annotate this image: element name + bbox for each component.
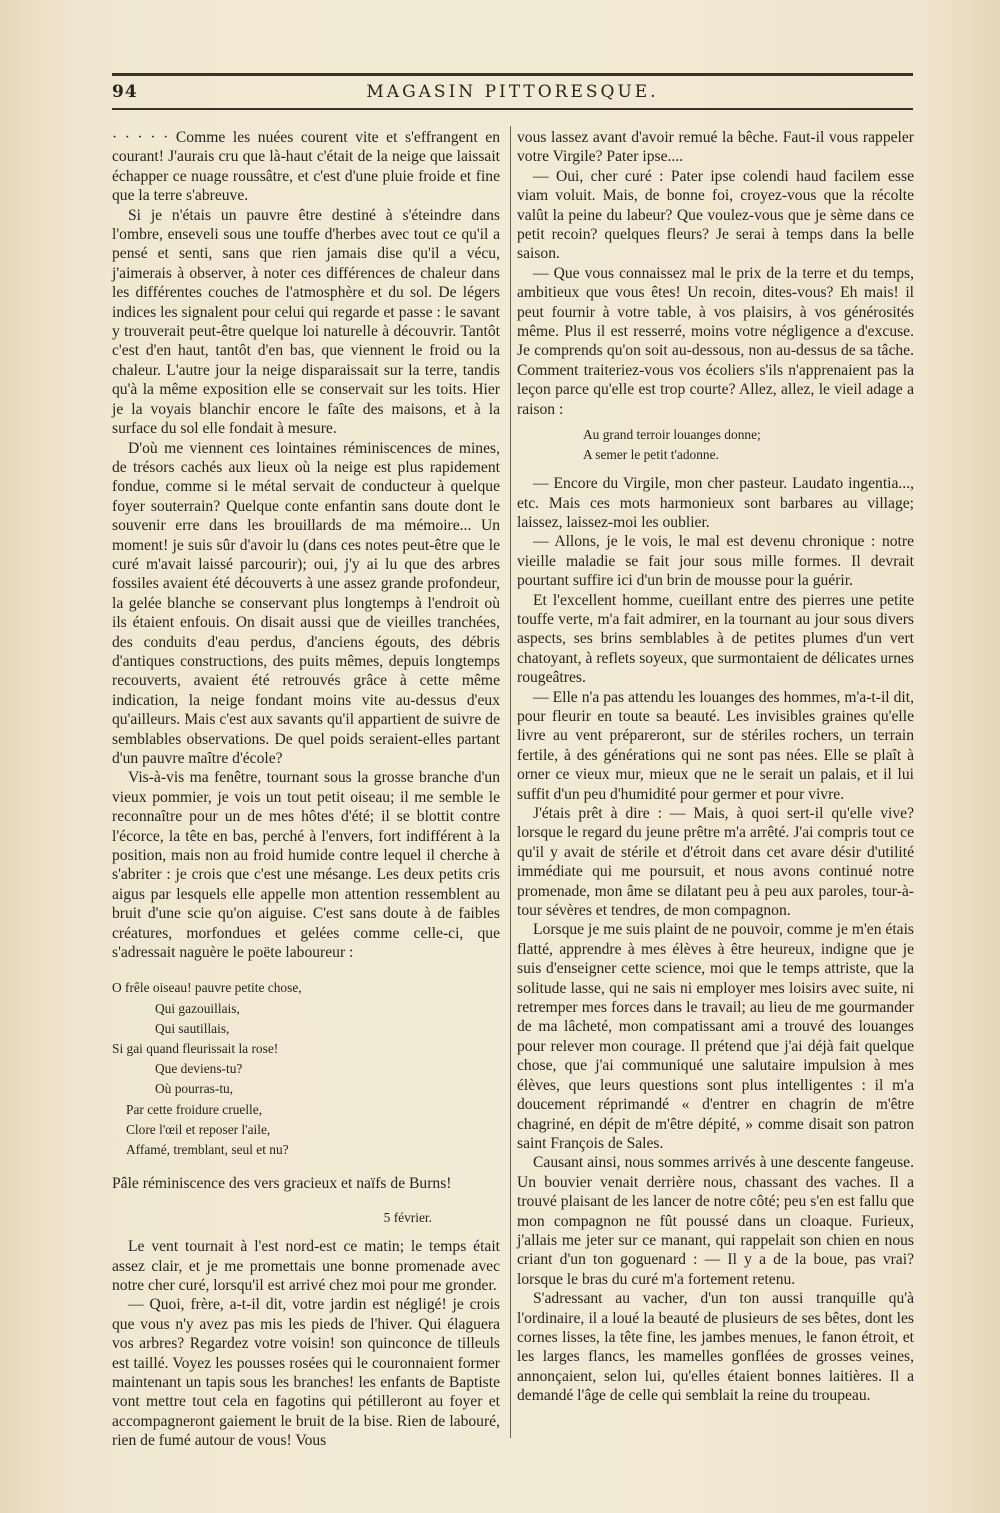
poem-line: Par cette froidure cruelle, [126,1101,263,1117]
paragraph: Le vent tournait à l'est nord-est ce matin; le temps était assez clair, et je me promettais une bonne promenade avec notre cher curé, lorsqu'il est arrivé chez moi pour me gronder. [112,1238,500,1294]
paragraph: D'où me viennent ces lointaines réminiscences de mines, de trésors cachés aux lieux où la neige est plus rapidement fondue, comme si le métal servait de conducteur à quelque foyer souterrain? Quelque conte enfantin sans doute dont le souvenir erre dans les brouillards de ma mémoire... Un moment! je suis sûr d'avoir lu (dans ces notes peut-être que le curé m'avait laissé parcourir); oui, j'y ai lu que des arbres fossiles avaient été découverts à une assez grande profondeur, la gelée blanche se conservant plus longtemps à l'endroit où ils étaient enfouis. On disait aussi que de vieilles tranchées, des conduits d'eau perdus, d'anciens égouts, des débris d'antiques constructions, des puits mêmes, depuis longtemps recouverts, avaient été retrouvés grâce à cette même indication, la neige fondant moins vite au-dessus d'eux qu'ailleurs. Mais c'est aux savants qu'il appartient de suivre de semblables observations. De quel poids seraient-elles partant d'un pauvre maître d'école? [112,439,500,767]
paragraph: Vis-à-vis ma fenêtre, tournant sous la grosse branche d'un vieux pommier, je vois un tout petit oiseau; il me semble le reconnaître pour un de mes hôtes d'été; il se blottit contre l'écorce, la tête en bas, perché à l'envers, fort indifférent à la position, mais non au froid humide contre lequel il cherche à s'abriter : je crois que c'est une mésange. Les deux petits cris aigus par lesquels elle appelle mon attention ressemblent au bruit d'une scie qu'on aiguise. C'est sans doute à de faibles créatures, morfondues et gelées comme celle-ci, que s'adressait naguère le poëte laboureur : [112,769,500,962]
dateline: 5 février. [383,1209,432,1225]
paragraph: — Oui, cher curé : Pater ipse colendi haud facilem esse viam voluit. Mais, de bonne foi, croyez-vous que la récolte valût la peine du labeur? Que voulez-vous que je sème dans ce petit recoin? quelques fleurs? Je serai à temps dans la belle saison. [517,167,914,263]
paragraph: — Quoi, frère, a-t-il dit, votre jardin est négligé! je crois que vous n'y avez pas mis les pieds de l'hiver. Qui élaguera vos arbres? Regardez votre voisin! son quinconce de tilleuls est taillé. Voyez les pousses rosées qui le couronnaient former maintenant un tapis sous les branches! les enfants de Baptiste vont mettre tout cela en fagotins qui pétilleront au foyer et accompagneront gaiement le bruit de la bise. Rien de labouré, rien de fumé autour de vous! Vous [112,1296,500,1450]
paragraph: Et l'excellent homme, cueillant entre des pierres une petite touffe verte, m'a fait admirer, en la tournant au jour sous divers aspects, ses brins semblables à de petites plumes d'un vert chatoyant, à reflets soyeux, que surmontaient de délicates urnes rougeâtres. [517,591,914,687]
poem-line: Si gai quand fleurissait la rose! [112,1041,279,1057]
paragraph: — Elle n'a pas attendu les louanges des hommes, m'a-t-il dit, pour fleurir en toute sa beauté. Les invisibles graines qu'elle livre au vent prépareront, sur de stériles rochers, un terrain fertile, à des générations qui ne sont pas nées. Elle se plaît à orner ce vieux mur, mieux que ne le serait un palais, et il lui suffit d'un peu d'humidité pour germer et pour vivre. [517,688,914,803]
paragraph: · · · · · Comme les nuées courent vite et s'effrangent en courant! J'aurais cru que là-haut c'était de la neige que laissait échapper ce nuage roussâtre, et c'est d'une pluie froide et fine que la terre s'abreuve. [112,129,500,205]
poem-line: Qui sautillais, [155,1020,230,1036]
paragraph: Causant ainsi, nous sommes arrivés à une descente fangeuse. Un bouvier venait derrière nous, chassant des vaches. Il a trouvé plaisant de les lancer de notre côté; peu s'en est fallu que mon compagnon ne fût poussé dans un cloaque. Furieux, j'allais me jeter sur ce manant, qui rappelait son chien en nous criant d'un ton goguenard : — Il y a de la boue, pas vrai? lorsque le bras du curé m'a fortement retenu. [517,1154,914,1288]
paragraph: vous lassez avant d'avoir remué la bêche. Faut-il vous rappeler votre Virgile? Pater ipse.... [517,129,914,166]
page-number: 94 [112,82,138,102]
adage-line: A semer le petit t'adonne. [583,446,719,462]
paragraph: Pâle réminiscence des vers gracieux et naïfs de Burns! [112,1175,452,1193]
adage-line: Au grand terroir louanges donne; [583,427,761,443]
poem [112,978,500,1160]
paragraph: — Allons, je le vois, le mal est devenu chronique : notre vieille maladie se fait jour sous mille formes. Il devrait pourtant suffire ici d'un brin de mousse pour la guérir. [517,533,914,590]
poem-line: O frêle oiseau! pauvre petite chose, [112,980,302,996]
poem-line: Affamé, tremblant, seul et nu? [126,1142,289,1158]
paragraph: S'adressant au vacher, d'un ton aussi tranquille qu'à l'ordinaire, il a loué la beauté de plusieurs de ses bêtes, dont les cornes lisses, la tête fine, les jambes menues, le fanon étroit, et les larges flancs, les mamelles gonflées de grosses veines, annonçaient, selon lui, qu'elles étaient bonnes laitières. Il a demandé l'âge de celle qui semblait la reine du troupeau. [517,1290,914,1405]
poem-line: Qui gazouillais, [155,1000,240,1016]
poem-line: Clore l'œil et reposer l'aile, [126,1121,271,1137]
paragraph: J'étais prêt à dire : — Mais, à quoi sert-il qu'elle vive? lorsque le regard du jeune prêtre m'a arrêté. J'ai compris tout ce qu'il y avait de stérile et d'étroit dans cet avare désir d'utilité immédiate qui me poursuit, et nous avons continué notre promenade, mon âme se dilatant peu à peu aux paroles, tour-à-tour sévères et tendres, de mon compagnon. [517,805,914,920]
paragraph: — Que vous connaissez mal le prix de la terre et du temps, ambitieux que vous êtes! Un recoin, dites-vous? Eh mais! il peut fournir à votre table, à vos plaisirs, à vos générosités même. Plus il est resserré, moins votre négligence a d'excuse. Je comprends qu'on soit au-dessous, non au-dessus de sa tâche. Comment traiteriez-vous vos écoliers s'ils n'apprenaient pas la leçon parce qu'elle est trop courte? Allez, allez, le vieil adage a raison : [517,264,914,418]
right-column [517,128,914,1406]
poem-line: Où pourras-tu, [155,1081,234,1097]
header-rule [112,108,913,110]
paragraph: Lorsque je me suis plaint de ne pouvoir, comme je m'en étais flatté, apprendre à mes élèves à être heureux, indigne que je suis d'enseigner cette science, moi que le temps attriste, que la solitude lasse, qui ne sais ni employer mes loisirs avec suite, ni retremper mes forces dans le travail; au lieu de me gourmander de ma lâcheté, mon compatissant ami a trouvé des louanges pour relever mon courage. Il prétend que j'ai déjà fait quelque chose, que j'ai communiqué une salutaire impulsion à mes élèves, que leurs questions sont plus intelligentes : il m'a doucement réprimandé « d'entrer en chagrin de m'être chagriné, en dépit de m'être dépité, » comme disait son patron saint François de Sales. [517,921,914,1152]
poem-line: Que deviens-tu? [155,1061,243,1077]
column-separator [510,126,511,1438]
page-header [112,82,913,106]
left-column [112,128,500,1451]
paragraph: — Encore du Virgile, mon cher pasteur. Laudato ingentia..., etc. Mais ces mots harmonieux sont barbares au village; laissez, laissez-moi les oublier. [517,475,914,531]
journal-title: MAGASIN PITTORESQUE. [366,82,659,102]
adage [517,425,914,464]
paragraph: Si je n'étais un pauvre être destiné à s'éteindre dans l'ombre, enseveli sous une touffe d'herbes avec tout ce qu'il a pensé et senti, sans que rien jamais dise qu'il a vécu, j'aimerais à observer, à noter ces différences de chaleur dans les différentes couches de l'atmosphère et du sol. De légers indices les signalent pour celui qui regarde et passe : le savant y trouverait peut-être quelque loi naturelle à découvrir. Tantôt c'est d'en haut, tantôt d'en bas, que viennent le froid ou la chaleur. L'autre jour la neige disparaissait sur la terre, tandis qu'à la même exposition elle se conservait sur les toits. Hier je la voyais blanchir encore le faîte des maisons, et à la surface du sol elle fondait à mesure. [112,206,500,438]
top-rule [112,73,913,76]
